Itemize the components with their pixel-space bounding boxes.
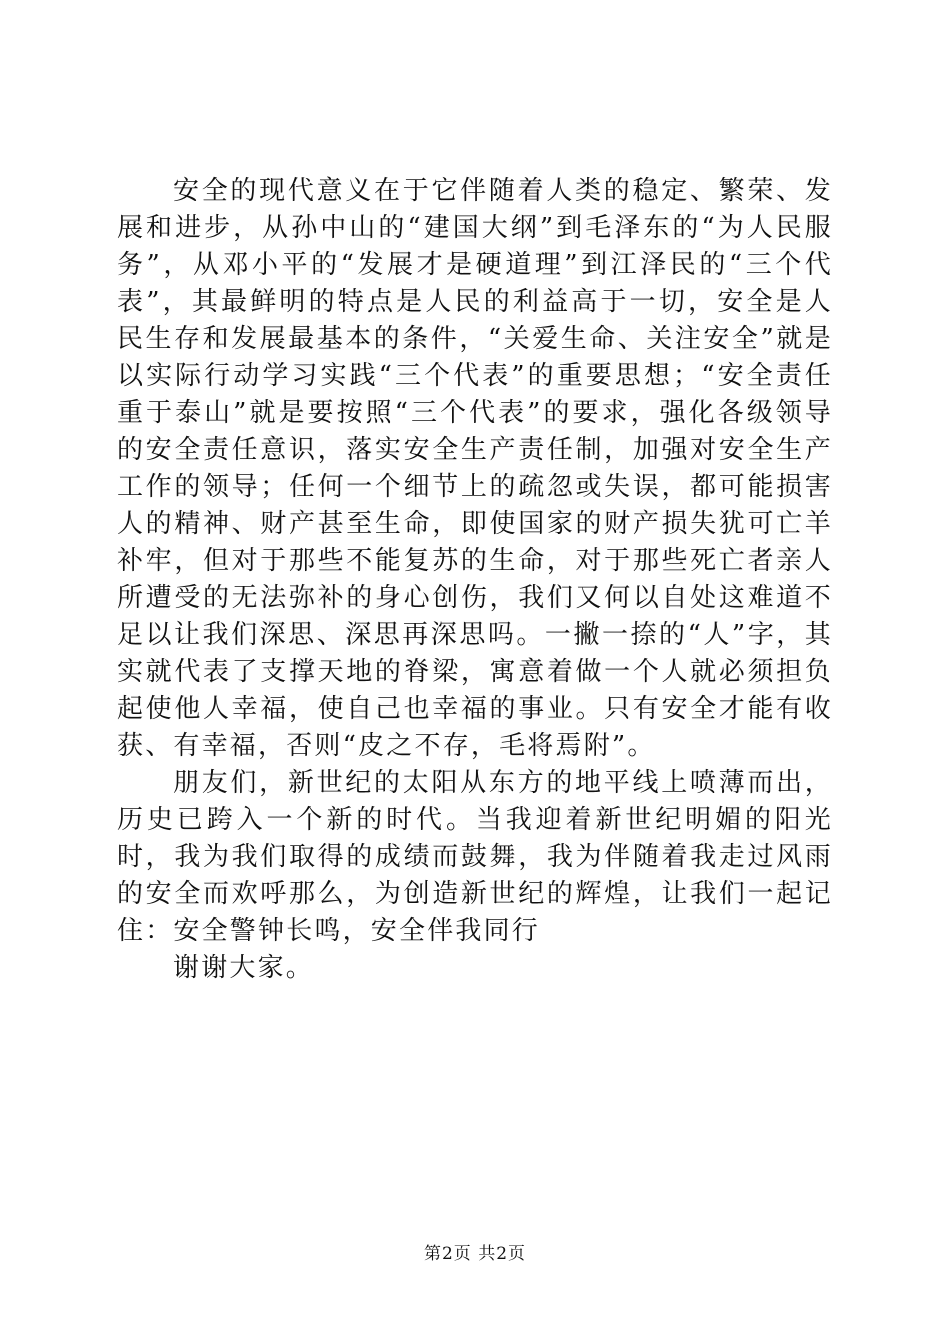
document-body	[117, 173, 833, 987]
paragraph-safety-meaning: 安全的现代意义在于它伴随着人类的稳定、繁荣、发展和进步，从孙中山的“建国大纲”到毛泽东的“为人民服务”，从邓小平的“发展才是硬道理”到江泽民的“三个代表”，其最鲜明的特点是人民的利益高于一切，安全是人民生存和发展最基本的条件，“关爱生命、关注安全”就是以实际行动学习实践“三个代表”的重要思想；“安全责任重于泰山”就是要按照“三个代表”的要求，强化各级领导的安全责任意识，落实安全生产责任制，加强对安全生产工作的领导；任何一个细节上的疏忽或失误，都可能损害人的精神、财产甚至生命，即使国家的财产损失犹可亡羊补牢，但对于那些不能复苏的生命，对于那些死亡者亲人所遭受的无法弥补的身心创伤，我们又何以自处这难道不足以让我们深思、深思再深思吗。一撇一捺的“人”字，其实就代表了支撑天地的脊梁，寓意着做一个人就必须担负起使他人幸福，使自己也幸福的事业。只有安全才能有收获、有幸福，否则“皮之不存，毛将焉附”。	[117, 176, 833, 761]
paragraph-thanks: 谢谢大家。	[173, 953, 315, 983]
page-number-footer: 第2页 共2页	[423, 1244, 527, 1264]
paragraph-new-century: 朋友们，新世纪的太阳从东方的地平线上喷薄而出，历史已跨入一个新的时代。当我迎着新世纪明媚的阳光时，我为我们取得的成绩而鼓舞，我为伴随着我走过风雨的安全而欢呼那么，为创造新世纪的辉煌，让我们一起记住：安全警钟长鸣，安全伴我同行	[117, 768, 833, 946]
